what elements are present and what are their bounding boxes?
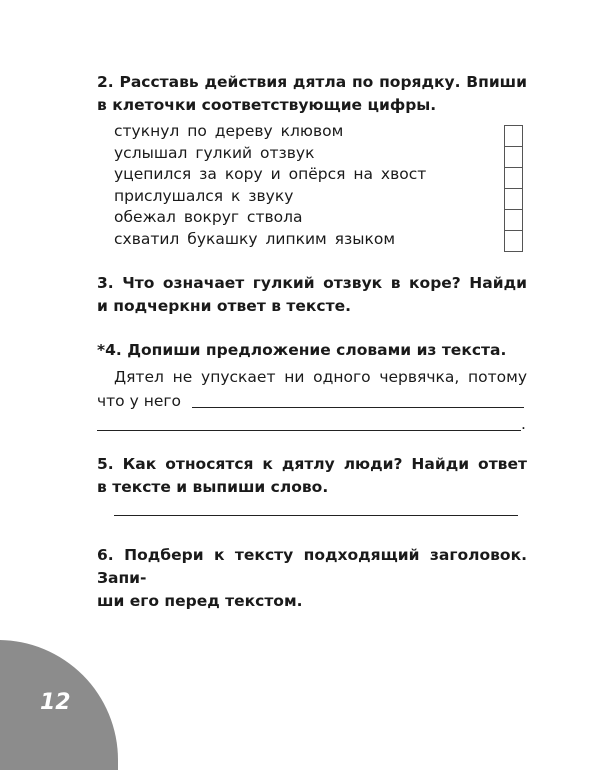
answer-box[interactable] — [504, 146, 523, 168]
task-2-number: 2. — [97, 73, 114, 91]
task-4-answer-line3 — [97, 413, 527, 436]
answer-box[interactable] — [504, 209, 523, 231]
task-5-number: 5. — [97, 455, 114, 473]
task-4-sentence — [114, 366, 527, 389]
action-item: обежал вокруг ствола — [114, 208, 303, 227]
task-3-instruction-line2: и подчеркни ответ в тексте. — [97, 297, 351, 315]
answer-line[interactable] — [192, 391, 524, 408]
task-5-instruction-line2: в тексте и выпиши слово. — [97, 478, 329, 496]
action-item: уцепился за кору и опёрся на хвост — [114, 165, 427, 184]
task-6 — [97, 544, 527, 613]
task-5-instruction-line1: 5. Как относятся к дятлу люди? Найди ответ — [97, 455, 527, 473]
task-4-number: *4. — [97, 341, 122, 359]
answer-box[interactable] — [504, 125, 523, 147]
task-6-number: 6. — [97, 546, 114, 564]
task-5 — [97, 453, 527, 499]
answer-line[interactable] — [97, 414, 521, 431]
answer-boxes — [504, 126, 524, 252]
action-item: прислушался к звуку — [114, 186, 294, 205]
task-3-number: 3. — [97, 274, 114, 292]
action-item: схватил букашку липким языком — [114, 229, 396, 248]
task-4-sentence-line2: что у него — [97, 390, 527, 413]
answer-line[interactable] — [114, 500, 518, 516]
task-6-instruction-line1: 6. Подбери к тексту подходящий заголовок. Запи- — [97, 546, 527, 587]
task-4-instruction: *4. Допиши предложение словами из текста. — [97, 341, 507, 359]
task-4 — [97, 339, 527, 362]
task-3-instruction-line1: 3. Что означает гулкий отзвук в коре? Найди — [97, 274, 527, 292]
task-2 — [97, 71, 527, 117]
answer-box[interactable] — [504, 188, 523, 210]
task-3 — [97, 272, 527, 318]
task-2-instruction-line2: в клеточки соответствующие цифры. — [97, 96, 437, 114]
action-item: услышал гулкий отзвук — [114, 143, 315, 162]
task-6-instruction-line2: ши его перед текстом. — [97, 592, 303, 610]
page-number: 12 — [40, 690, 71, 715]
action-item: стукнул по дереву клювом — [114, 122, 344, 140]
task-2-instruction-line1: 2. Расставь действия дятла по порядку. Впиши — [97, 73, 527, 91]
answer-box[interactable] — [504, 167, 523, 189]
sentence-end-mark: . — [521, 415, 526, 433]
task-2-action-list — [114, 121, 427, 251]
task-4-sentence-line1: Дятел не упускает ни одного червячка, потому — [114, 368, 527, 386]
answer-box[interactable] — [504, 230, 523, 252]
